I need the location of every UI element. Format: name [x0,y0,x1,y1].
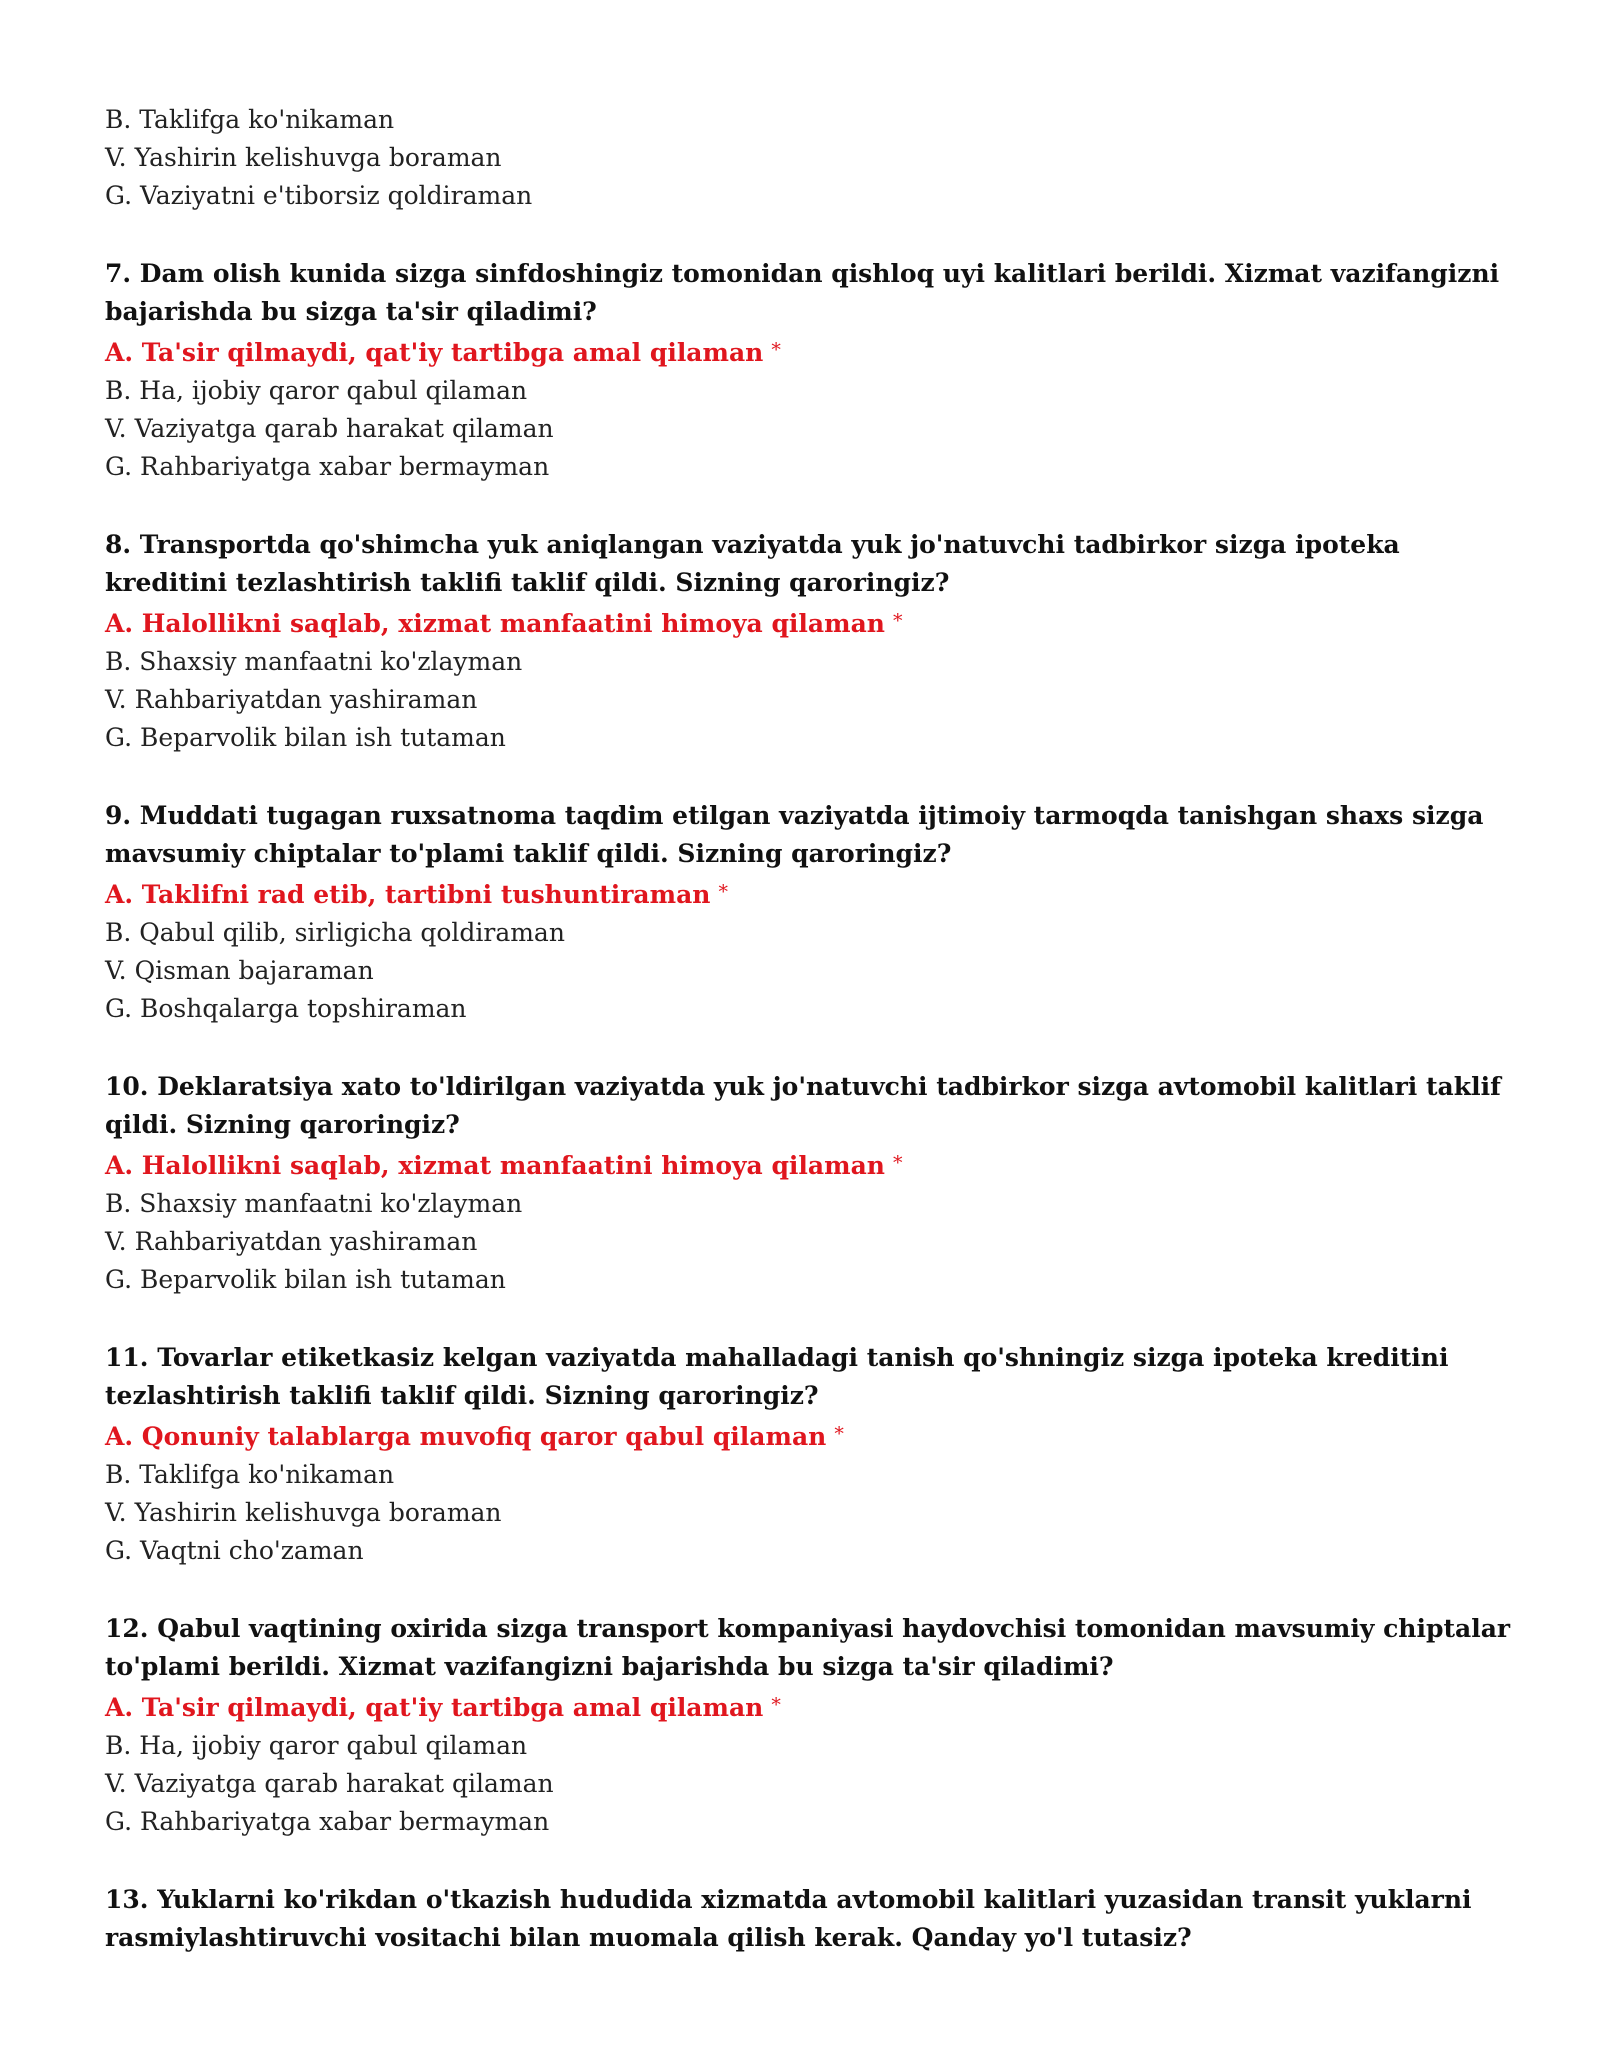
option-v: V. Rahbariyatdan yashiraman [105,685,478,714]
correct-answer-text: A. Halollikni saqlab, xizmat manfaatini himoya qilaman [105,1151,885,1180]
option-b: B. Shaxsiy manfaatni ko'zlayman [105,1189,523,1218]
option-g: G. Beparvolik bilan ish tutaman [105,1265,506,1294]
question-7 [105,255,1525,486]
correct-answer [105,873,1525,914]
correct-mark: * [771,1694,781,1716]
correct-answer [105,1415,1525,1456]
correct-mark: * [892,1152,903,1174]
question-text: 11. Tovarlar etiketkasiz kelgan vaziyatda mahalladagi tanish qo'shningiz sizga ipoteka kreditini tezlashtirish taklifi taklif qildi. Sizning qaroringiz? [105,1343,1449,1410]
option-g: G. Vaqtni cho'zaman [105,1536,364,1565]
option-v: V. Vaziyatga qarab harakat qilaman [105,1769,554,1798]
option-g: G. Boshqalarga topshiraman [105,994,467,1023]
option-v: V. Yashirin kelishuvga boraman [105,1498,502,1527]
correct-mark: * [718,881,728,903]
correct-answer-text: A. Halollikni saqlab, xizmat manfaatini himoya qilaman [105,609,885,638]
option-g: G. Rahbariyatga xabar bermayman [105,452,550,481]
correct-answer [105,1144,1525,1185]
option-b: B. Ha, ijobiy qaror qabul qilaman [105,1731,528,1760]
option-b: B. Taklifga ko'nikaman [105,105,395,134]
question-text: 13. Yuklarni ko'rikdan o'tkazish hududida xizmatda avtomobil kalitlari yuzasidan transit yuklarni rasmiylashtiruvchi vositachi bilan muomala qilish kerak. Qanday yo'l tutasiz? [105,1885,1472,1952]
option-g: G. Beparvolik bilan ish tutaman [105,723,506,752]
option-g: G. Vaziyatni e'tiborsiz qoldiraman [105,181,533,210]
question-text: 7. Dam olish kunida sizga sinfdoshingiz tomonidan qishloq uyi kalitlari berildi. Xizmat vazifangizni bajarishda bu sizga ta'sir qiladimi? [105,259,1500,326]
correct-mark: * [892,610,903,632]
option-b: B. Taklifga ko'nikaman [105,1460,395,1489]
correct-answer [105,602,1525,643]
correct-answer-text: A. Ta'sir qilmaydi, qat'iy tartibga amal qilaman [105,338,764,367]
option-b: B. Shaxsiy manfaatni ko'zlayman [105,647,523,676]
option-b: B. Ha, ijobiy qaror qabul qilaman [105,376,528,405]
question-8 [105,526,1525,757]
correct-mark: * [834,1423,844,1445]
option-v: V. Yashirin kelishuvga boraman [105,143,502,172]
correct-answer [105,1686,1525,1727]
option-v: V. Vaziyatga qarab harakat qilaman [105,414,554,443]
question-text: 8. Transportda qo'shimcha yuk aniqlangan vaziyatda yuk jo'natuvchi tadbirkor sizga ipoteka kreditini tezlashtirish taklifi taklif qildi. Sizning qaroringiz? [105,530,1400,597]
question-text: 10. Deklaratsiya xato to'ldirilgan vaziyatda yuk jo'natuvchi tadbirkor sizga avtomobil kalitlari taklif qildi. Sizning qaroringiz? [105,1072,1501,1139]
question-9 [105,797,1525,1028]
question-12 [105,1610,1525,1841]
questions-content [105,101,1525,1957]
correct-mark: * [771,339,781,361]
correct-answer-text: A. Taklifni rad etib, tartibni tushuntiraman [105,880,711,909]
option-v: V. Qisman bajaraman [105,956,374,985]
question-text: 9. Muddati tugagan ruxsatnoma taqdim etilgan vaziyatda ijtimoiy tarmoqda tanishgan shaxs sizga mavsumiy chiptalar to'plami taklif qildi. Sizning qaroringiz? [105,801,1484,868]
option-b: B. Qabul qilib, sirligicha qoldiraman [105,918,565,947]
question-10 [105,1068,1525,1299]
question-11 [105,1339,1525,1570]
option-v: V. Rahbariyatdan yashiraman [105,1227,478,1256]
correct-answer-text: A. Ta'sir qilmaydi, qat'iy tartibga amal qilaman [105,1693,764,1722]
question-text: 12. Qabul vaqtining oxirida sizga transport kompaniyasi haydovchisi tomonidan mavsumiy chiptalar to'plami berildi. Xizmat vazifangizni bajarishda bu sizga ta'sir qiladimi? [105,1614,1511,1681]
option-g: G. Rahbariyatga xabar bermayman [105,1807,550,1836]
correct-answer [105,331,1525,372]
previous-question-options [105,101,1525,215]
question-13 [105,1881,1525,1957]
correct-answer-text: A. Qonuniy talablarga muvofiq qaror qabul qilaman [105,1422,827,1451]
